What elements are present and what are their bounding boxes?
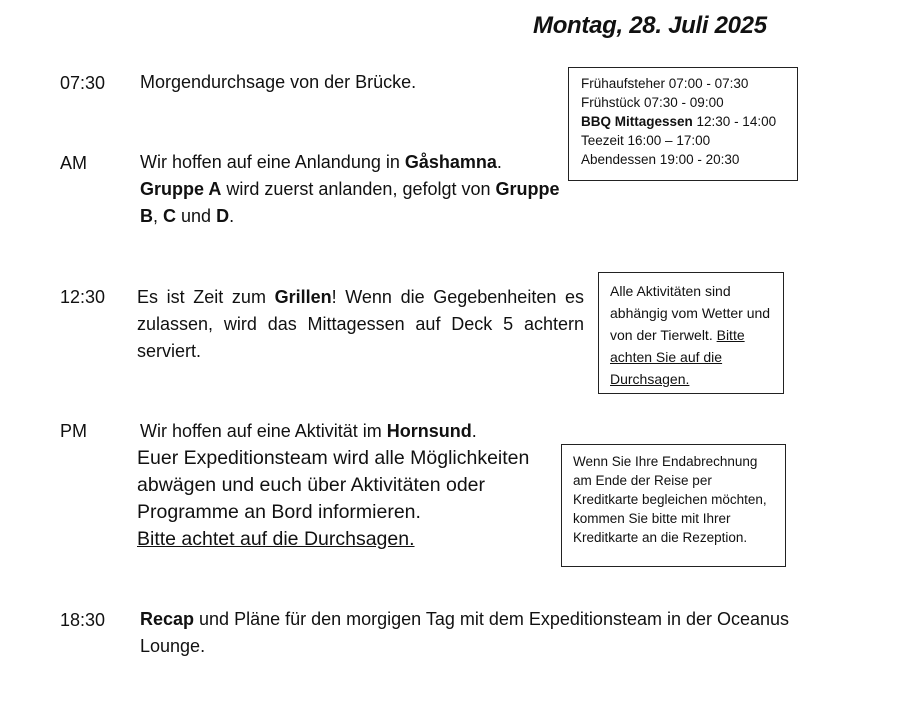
meal-line-2: Frühstück 07:30 - 09:00 [581, 95, 724, 110]
lunch-text-1: Es ist Zeit zum [137, 287, 275, 307]
billing-notice-text: Wenn Sie Ihre Endabrechnung am Ende der Reise per Kreditkarte begleichen möchten, kommen Sie bitte mit Ihrer Kreditkarte an die Rezeption. [573, 454, 767, 545]
recap-text: und Pläne für den morgigen Tag mit dem Expeditionsteam in der Oceanus Lounge. [140, 609, 790, 656]
meal-line-1: Frühaufsteher 07:00 - 07:30 [581, 76, 749, 91]
am-text-3: wird zuerst anlanden, gefolgt von [221, 179, 496, 199]
time-1230: 12:30 [60, 287, 106, 307]
time-1830: 18:30 [60, 610, 106, 630]
time-0730: 07:30 [60, 73, 106, 93]
pm-note: Bitte achtet auf die Durchsagen. [137, 528, 415, 550]
entry-pm-paragraph [137, 445, 557, 553]
lunch-text-2: ! Wenn die Gegebenheiten es zulassen, wird das Mittagessen auf Deck 5 achtern serviert. [137, 287, 584, 361]
am-group-d: D [216, 206, 230, 226]
meal-line-3 [581, 112, 797, 131]
am-text-1: Wir hoffen auf eine Anlandung in [140, 152, 405, 172]
lunch-bold: Grillen [274, 287, 332, 307]
pm-text-2: . [471, 421, 477, 441]
activity-notice-note: Bitte achten Sie auf die Durchsagen. [610, 327, 745, 387]
entry-pm-line [140, 418, 477, 445]
meal-bbq-time: 12:30 - 14:00 [692, 114, 777, 129]
activity-notice-text: Alle Aktivitäten sind abhängig vom Wetter und von der Tierwelt. [610, 283, 771, 343]
entry-0730-text: Morgendurchsage von der Brücke. [140, 72, 417, 92]
pm-paragraph-text: Euer Expeditionsteam wird alle Möglichkeiten abwägen und euch über Aktivitäten oder Programme an Bord informieren. [137, 447, 530, 523]
page-date: Montag, 28. Juli 2025 [533, 12, 767, 39]
am-und: und [176, 206, 217, 226]
pm-text-1: Wir hoffen auf eine Aktivität im [140, 421, 387, 441]
billing-notice-box [561, 444, 786, 567]
entry-am-text [140, 149, 560, 230]
am-text-2: . [496, 152, 502, 172]
entry-1230-text [137, 284, 584, 365]
am-group-c: C [163, 206, 177, 226]
entry-1830-text [140, 606, 830, 660]
meal-bbq-bold: BBQ Mittagessen [581, 114, 693, 129]
meal-line-5: Abendessen 19:00 - 20:30 [581, 152, 740, 167]
time-am: AM [60, 153, 87, 173]
am-group-a: Gruppe A [140, 179, 222, 199]
pm-location: Hornsund [386, 421, 472, 441]
recap-bold: Recap [140, 609, 195, 629]
time-pm: PM [60, 421, 87, 441]
am-group-b: B [140, 206, 153, 226]
am-group-word: Gruppe [495, 179, 560, 199]
am-comma: , [153, 206, 164, 226]
am-period: . [229, 206, 235, 226]
activity-notice-box [598, 272, 784, 394]
meal-times-box [568, 67, 798, 181]
am-location: Gåshamna [404, 152, 497, 172]
meal-line-4: Teezeit 16:00 – 17:00 [581, 133, 711, 148]
